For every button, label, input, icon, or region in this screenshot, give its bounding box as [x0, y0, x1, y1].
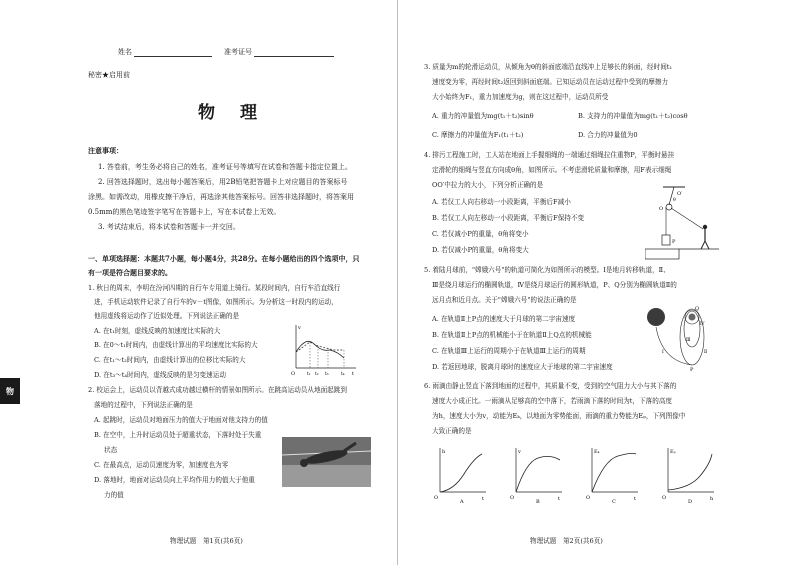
t-label: t	[352, 371, 355, 377]
caption: B	[536, 499, 540, 504]
q-label: Q	[695, 306, 700, 312]
q6-graph-c	[584, 446, 640, 504]
orbit-i	[656, 327, 692, 365]
origin-label: O	[510, 495, 515, 501]
moon	[689, 314, 696, 321]
q6-stem: 大致正确的是	[432, 427, 472, 435]
q2-option-d: D. 落地时，地面对运动员向上平均作用力的值大于他重	[94, 476, 255, 484]
origin-label: O	[434, 495, 439, 501]
y-label: Eₖ	[594, 449, 600, 455]
origin-label: O	[662, 495, 667, 501]
q2-option-d-cont: 力的值	[104, 491, 124, 499]
name-blank	[134, 48, 212, 57]
q5-orbit-figure	[642, 303, 714, 371]
q1-stem: 1. 秋日的周末，李明在汾河四期的自行车专用道上骑行。某段时间内，自行车沿直线行	[88, 284, 341, 292]
q3-option-d: D. 合力的冲量值为0	[578, 131, 638, 139]
q3-option-a: A. 重力的冲量值为mg(t₁＋t₂)sinθ	[432, 112, 534, 120]
origin-label: O	[586, 495, 591, 501]
caption: C	[612, 499, 616, 504]
footer-page2: 物理试题 第2页(共6页)	[530, 537, 603, 545]
q2-option-b-cont: 状态	[104, 446, 118, 454]
origin-label: O	[291, 371, 296, 377]
name-field	[118, 47, 212, 57]
p-label: P	[690, 367, 694, 371]
note-line: 涂黑。如需改动，用橡皮擦干净后，再选涂其他答案标号。回答非选择题时，将答案用	[88, 193, 354, 201]
t1-label: t₁	[307, 372, 311, 377]
q1-stem: 他用虚线将运动作了近似处理。下列说法正确的是	[94, 312, 240, 320]
earth	[647, 308, 665, 326]
q2-stem: 2. 校运会上，运动员以背越式成功越过横杆的情景如图所示。在跳高运动员从地面起跳到	[88, 386, 347, 394]
q4-stem: 4. 排污工程施工时，工人站在地面上手握细绳的一端通过细绳拉住重物P，平衡时悬挂	[424, 151, 675, 159]
caption: D	[688, 499, 693, 504]
q2-option-b: B. 在空中，上升时运动员处于超重状态，下落时处于失重	[94, 431, 262, 439]
q4-option-b: B. 若仅工人向左移动一小段距离，平衡后F保持不变	[432, 214, 585, 222]
q5-option-a: A. 在轨道Ⅱ上P点的速度大于月球的第二宇宙速度	[432, 315, 576, 323]
q5-option-b: B. 在轨道Ⅱ上P点的机械能小于在轨道Ⅱ上Q点的机械能	[432, 331, 592, 339]
q1-stem: 进，手机运动软件记录了自行车的v－t图像，如图所示。为分析这一时段内的运动，	[94, 298, 338, 306]
q1-option-a: A. 在t₁时刻，虚线反映的加速度比实际的大	[94, 327, 221, 335]
q6-graph-d	[660, 446, 716, 504]
note-line: 0.5mm的黑色笔迹签字笔写在答题卡上，写在本试卷上无效。	[88, 208, 281, 216]
x-label: t	[482, 496, 485, 502]
actual-curve	[296, 341, 344, 358]
p-label: P	[672, 239, 676, 245]
q5-option-c: C. 在轨道Ⅲ上运行的周期小于在轨道Ⅲ上运行的周期	[432, 347, 586, 355]
t4-label: t₄	[341, 372, 345, 377]
q4-stem: OO′中拉力的大小，下列分析正确的是	[432, 181, 544, 189]
high-jump-illustration	[282, 437, 371, 487]
curve	[668, 454, 712, 490]
orbit-iii-label: Ⅲ	[686, 338, 691, 343]
note-line: 1. 答卷前，考生务必将自己的姓名，准考证号等填写在试卷和答题卡指定位置上。	[98, 163, 352, 171]
weight-p	[662, 235, 670, 245]
q1-option-c: C. 在t₁～t₂时间内，由虚线计算出的位移比实际的大	[94, 356, 246, 364]
q5-stem: 5. 着陆月球前，"嫦娥六号"的轨道可简化为如图所示的模型。Ⅰ是地月转移轨道，Ⅱ、	[424, 266, 670, 274]
q5-stem: Ⅲ是绕月球运行的椭圆轨道，Ⅳ是绕月球运行的圆形轨道，P、Q分别为椭圆轨道Ⅱ的	[432, 281, 677, 289]
name-label: 姓名	[118, 48, 132, 56]
x-label: t	[558, 496, 561, 502]
o1-label: O′	[677, 191, 683, 197]
section-heading: 一、单项选择题：本题共7小题，每小题4分，共28分。在每小题给出的四个选项中，只	[88, 254, 360, 263]
q3-stem: 速度变为零，再经时间t₂返回到斜面底端。已知运动员在运动过程中受到的摩擦力	[432, 78, 669, 86]
curve	[592, 453, 636, 492]
curve	[516, 456, 560, 492]
q4-option-d: D. 若仅减小P的重量，θ角将变大	[432, 246, 529, 254]
y-label: h	[442, 449, 446, 455]
id-field	[224, 47, 334, 57]
q2-option-a: A. 起跳时，运动员对地面压力的值大于地面对他支持力的值	[94, 416, 268, 424]
q1-vt-graph	[288, 322, 358, 378]
q5-stem: 远月点和近月点。关于"嫦娥六号"的说法正确的是	[432, 296, 577, 304]
q1-option-b: B. 在0～t₁时间内，由虚线计算出的平均速度比实际的大	[94, 341, 258, 349]
notes-heading: 注意事项：	[88, 146, 123, 155]
q6-stem: 速度大小成正比。一雨滴从足够高的空中落下，若雨滴下落的时间为t，下落的高度	[432, 397, 673, 405]
high-jump-photo	[282, 437, 371, 487]
curve	[440, 454, 482, 492]
q4-option-c: C. 若仅减小P的重量，θ角将变小	[432, 230, 529, 238]
y-label: v	[518, 449, 521, 455]
orbit-iv-label: Ⅳ	[700, 322, 705, 327]
q4-stem: 定滑轮的细绳与竖直方向成θ角，如图所示。不考虑滑轮质量和摩擦，用F表示细绳	[432, 166, 672, 174]
q3-stem: 大小始终为F₁，重力加速度为g，则在这过程中，运动员所受	[432, 93, 609, 101]
q6-stem: 6. 雨滴由静止竖直下落到地面的过程中，其质量不变，受到的空气阻力大小与其下落的	[424, 382, 677, 390]
page-divider	[397, 0, 398, 565]
pit	[645, 249, 679, 259]
x-label: t	[634, 496, 637, 502]
orbit-i-label: Ⅰ	[662, 350, 664, 355]
q6-graph-a	[432, 446, 488, 504]
rope-to-worker	[671, 208, 703, 229]
theta-label: θ	[673, 198, 676, 203]
t3-label: t₃	[325, 372, 329, 377]
orbit-ii-label: Ⅱ	[704, 350, 708, 355]
secret-label: 秘密★启用前	[88, 71, 130, 79]
note-line: 3. 考试结束后，将本试卷和答题卡一并交回。	[98, 223, 240, 231]
q3-option-b: B. 支持力的冲量值为mg(t₁＋t₂)cosθ	[578, 112, 688, 120]
footer-page1: 物理试题 第1页(共6页)	[170, 537, 243, 545]
t2-label: t₂	[315, 372, 319, 377]
id-label: 准考证号	[224, 48, 252, 56]
o-label: O	[659, 206, 664, 212]
y-label: Eₚ	[670, 449, 676, 455]
q3-option-c: C. 摩擦力的冲量值为F₁(t₁＋t₂)	[432, 131, 524, 139]
q1-option-d: D. 在t₃～t₄时间内，虚线反映的是匀变速运动	[94, 371, 226, 379]
q4-option-a: A. 若仅工人向右移动一小段距离，平衡后F减小	[432, 198, 571, 206]
caption: A	[460, 499, 464, 504]
id-blank	[254, 48, 334, 57]
q6-graph-b	[508, 446, 564, 504]
q2-stem: 落地的过程中，下列说法正确的是	[94, 401, 193, 409]
q3-stem: 3. 质量为m的轮滑运动员，从倾角为θ的斜面底端沿直线冲上足够长的斜面，经时间t₁	[424, 63, 673, 71]
q2-option-c: C. 在最高点，运动员速度为零，加速度也为零	[94, 461, 229, 469]
note-line: 2. 回答选择题时，选出每小题答案后，用2B铅笔把答题卡上对应题目的答案标号	[98, 178, 348, 186]
subject-side-tab: 物	[0, 378, 20, 404]
v-label: v	[298, 325, 301, 331]
x-label: h	[710, 496, 714, 502]
page-title: 物 理	[198, 103, 261, 123]
q4-pulley-figure	[645, 183, 720, 261]
q5-option-d: D. 若返回地球，脱离月球时的速度应大于地球的第二宇宙速度	[432, 363, 613, 371]
q6-stem: 为h，速度大小为v，动能为Eₖ，以地面为零势能面，雨滴的重力势能为Eₚ，下列图像中	[432, 412, 686, 420]
section-heading: 有一项是符合题目要求的。	[88, 268, 172, 277]
